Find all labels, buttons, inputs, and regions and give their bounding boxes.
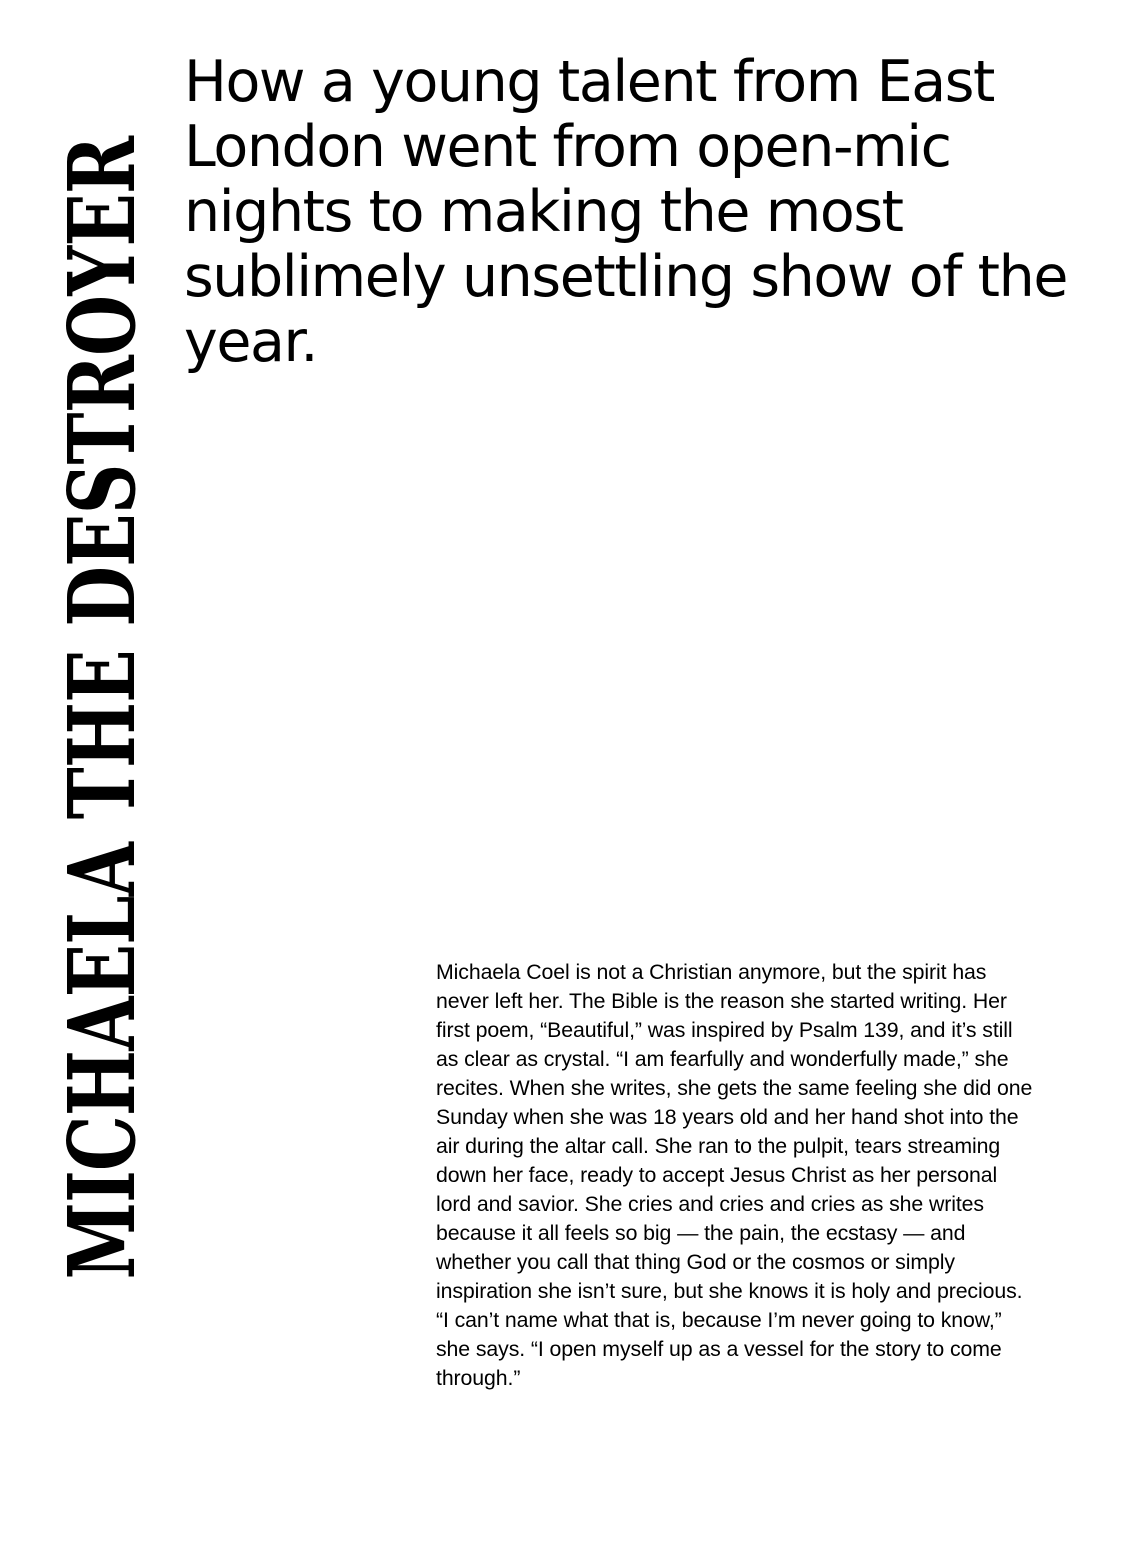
vertical-title — [48, 55, 156, 1460]
vertical-title-container — [48, 55, 156, 1460]
body-paragraph: Michaela Coel is not a Christian anymore, but the spirit has never left her. The Bible is the reason she started writing. Her first poem, “Beautiful,” was inspired by Psalm 139, and it’s still as clear as crystal. “I am fearfully and wonderfully made,” she recites. When she writes, she gets the same feeling she did one Sunday when she was 18 years old and her hand shot into the air during the altar call. She ran to the pulpit, tears streaming down her face, ready to accept Jesus Christ as her personal lord and savior. She cries and cries and cries as she writes because it all feels so big — the pain, the ecstasy — and whether you call that thing God or the cosmos or simply inspiration she isn’t sure, but she knows it is holy and precious. “I can’t name what that is, because I’m never going to know,” she says. “I open myself up as a vessel for the story to come through.” — [436, 960, 1033, 1390]
vertical-title-text: MICHAELA THE DESTROYER — [48, 136, 156, 1280]
headline: How a young talent from East London went from open-mic nights to making the most sublimely unsettling show of the year. — [184, 49, 1068, 375]
